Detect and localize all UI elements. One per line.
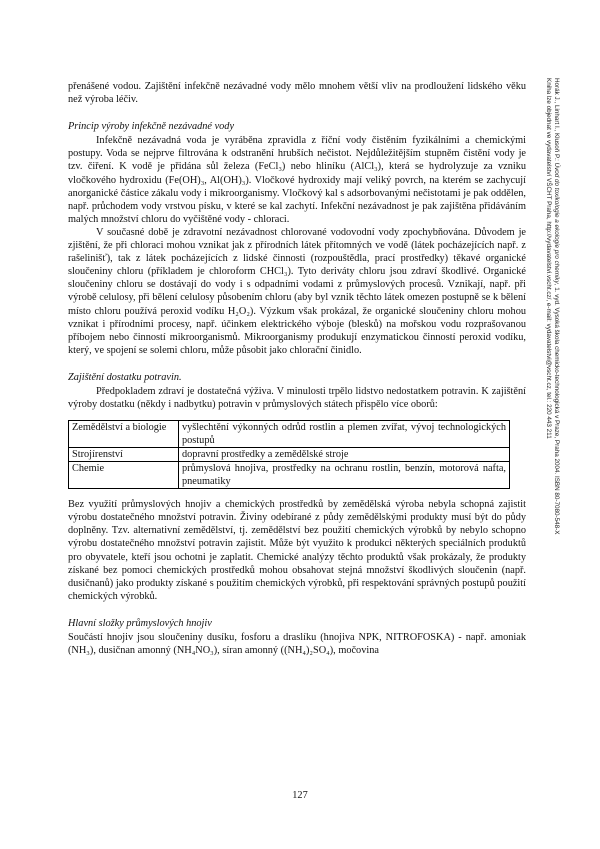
table-cell-field: Zemědělství a biologie [69,421,179,448]
paragraph-food-intro: Předpokladem zdraví je dostatečná výživa. V minulosti trpělo lidstvo nedostatkem potravin. K zajištění výroby dostatku (někdy i nadbytku) potravin v průmyslových státech přispělo více oborů: [68,385,526,411]
table-cell-field: Strojírenství [69,448,179,462]
paragraph-chlorination: V současné době je zdravotní nezávadnost chlorované vodovodní vody zpochybňována. Důvodem je zjištění, že při chloraci mohou vznikat jak z přírodních látek přítomných ve vodě (látek pocházejících např. z rašelinišť), tak z látek pocházejících z lidské činnosti (rozpouštědla, prací prostředky) těkavé organické sloučeniny chloru (příkladem je chloroform CHCl₃). Tyto deriváty chloru jsou zdraví škodlivé. Organické sloučeniny chloru se dostávají do vody i s odpadními vodami z průmyslových procesů. Vznikají, např. při výrobě celulosy, při bělení celulosy působením chloru (aby byl vznik těchto látek omezen postupně se k bělení místo chloru používá peroxid vodíku H₂O₂). Výzkum však prokázal, že organické sloučeniny chloru mohou vznikat i přírodními procesy, např. účinkem elektrického výboje (blesků) na mořskou vodu rozprašovanou příbojem nebo činností mikroorganismů. Mikroorganismy produkují enzymatickou činností peroxid vodíku, který, ve spojení se solemi chloru, může působit jako chlorační činidlo. [68,226,526,356]
citation-publisher: , 1. vyd. Vysoká škola chemicko-technologická v Praze, Praha 2004. ISBN 80-7080-548-X [553,283,560,535]
paragraph-fertilizer-components: Součástí hnojiv jsou sloučeniny dusíku, fosforu a draslíku (hnojiva NPK, NITROFOSKA) - např. amoniak (NH₃), dusičnan amonný (NH₄NO₃), síran amonný ((NH₄)₂SO₄), močovina [68,632,526,657]
section-heading-water: Princip výroby infekčně nezávadné vody [68,121,235,133]
page-body [68,80,526,657]
paragraph-water-treatment: Infekčně nezávadná voda je vyráběna zpravidla z říční vody čistěním fyzikálními a chemickými postupy. Voda se nejprve filtrována k odstranění hrubších nečistot. Nejdůležitějším stupněm čistění vody je tzv. čiření. K vodě je přidána sůl železa (FeCl₃) nebo hliníku (AlCl₃), která se hydrolyzuje za vzniku vločkového hydroxidu (Fe(OH)₃, Al(OH)₃). Vločkové hydroxidy mají veliký povrch, na kterém se zachycují anorganické částice zákalu vody i mikroorganismy. Vločkový kal s adsorbovanými nečistotami je pak oddělen, např. průchodem vody vrstvou písku, v které se kal zachytí. Infekční nezávadnost je pak zajištěna přidáváním malých množství chloru do vyčištěné vody - chloraci. [68,135,526,225]
table-cell-desc: dopravní prostředky a zemědělské stroje [179,448,510,462]
table-cell-desc: vyšlechtění výkonných odrůd rostlin a plemen zvířat, vývoj technologických postupů [179,421,510,448]
citation-order-line: Kniha lze objednat ve vydavatelství VŠCHT Praha, http://vydavatelstvi.vscht.cz/, e-mail: vydavatelstvi@vscht.cz, tel.: 220 443 211 [544,78,552,439]
table-row [69,421,510,448]
intro-paragraph: přenášené vodou. Zajištění infekčně nezávadné vody mělo mnohem větší vliv na prodloužení lidského věku než výroba léčiv. [68,81,526,106]
table-row [69,448,510,462]
side-citation [536,78,560,648]
table-cell-desc: průmyslová hnojiva, prostředky na ochranu rostlin, benzín, motorová nafta, pneumatiky [179,462,510,489]
section-heading-fertilizers: Hlavní složky průmyslových hnojiv [68,617,212,629]
section-heading-food: Zajištění dostatku potravin. [68,371,182,383]
citation-authors: Horák J., Linhart I., Klusoň P.: [553,78,560,163]
table-row [69,462,510,489]
citation-line [552,78,560,648]
page-number: 127 [292,790,308,801]
citation-book-title: Úvod do toxikologie a ekologie pro chemiky [553,162,560,284]
table-cell-field: Chemie [69,462,179,489]
paragraph-fertilizers-role: Bez využití průmyslových hnojiv a chemických prostředků by zemědělská výroba nebyla schopná zajistit výrobu dostatečného množství potravin. Živiny odebírané z půdy zemědělskými produkty musí být do půdy doplněny. Tzv. alternativní zemědělství, tj. zemědělství bez použití chemických výrobků by nebylo schopno výrobu dostatečného množství potravin zajistit. Může být využito k produkci některých speciálních produktů pro obyvatele, kteří jsou ochotni je zaplatit. Chemické analýzy těchto produktů však prokázaly, že produkty získané bez pomoci chemických prostředků mohou obsahovat stejná množství škodlivých sloučenin (např. dusičnanů) jako produkty získané s použitím chemických výrobků, při respektování správných postupů použití chemických výrobků. [68,499,526,602]
fields-table [68,420,510,489]
